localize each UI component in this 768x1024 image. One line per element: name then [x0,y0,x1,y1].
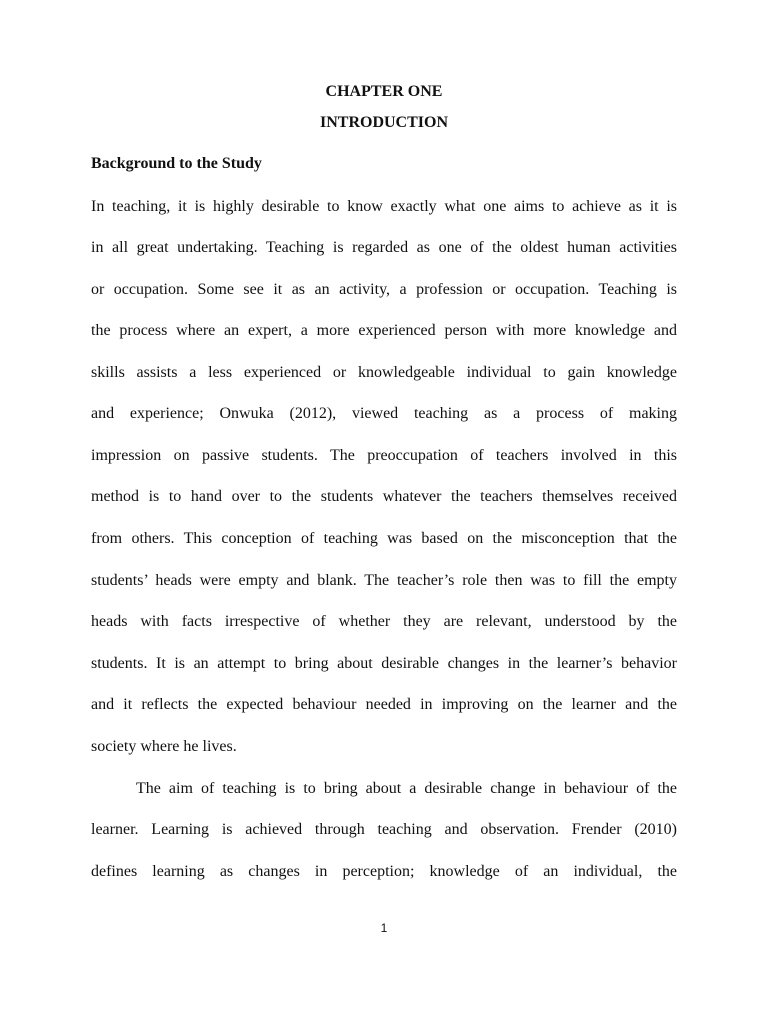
paragraph-line: learner. Learning is achieved through teaching and observation. Frender (2010) [91,821,677,838]
paragraph-line: impression on passive students. The preoccupation of teachers involved in this [91,447,677,464]
paragraph-line: in all great undertaking. Teaching is regarded as one of the oldest human activities [91,239,677,256]
paragraph-line: and it reflects the expected behaviour needed in improving on the learner and the [91,696,677,713]
paragraph-line: students’ heads were empty and blank. The teacher’s role then was to fill the empty [91,572,677,589]
paragraph-line: and experience; Onwuka (2012), viewed teaching as a process of making [91,405,677,422]
chapter-title: CHAPTER ONE [325,83,443,100]
paragraph-line: method is to hand over to the students whatever the teachers themselves received [91,488,677,505]
paragraph-line: or occupation. Some see it as an activity, a profession or occupation. Teaching is [91,281,677,298]
paragraph-line: students. It is an attempt to bring about desirable changes in the learner’s behavior [91,655,677,672]
paragraph-line: the process where an expert, a more experienced person with more knowledge and [91,322,677,339]
paragraph-line: skills assists a less experienced or knowledgeable individual to gain knowledge [91,364,677,381]
paragraph-line: heads with facts irrespective of whether they are relevant, understood by the [91,613,677,630]
chapter-subtitle: INTRODUCTION [319,114,448,131]
paragraph-line: society where he lives. [91,738,237,755]
paragraph-line: defines learning as changes in perception; knowledge of an individual, the [91,863,677,880]
paragraph-line: The aim of teaching is to bring about a desirable change in behaviour of the [136,780,677,797]
paragraph-line: In teaching, it is highly desirable to know exactly what one aims to achieve as it is [91,198,677,215]
paragraph-line: from others. This conception of teaching was based on the misconception that the [91,530,677,547]
page-number: 1 [380,921,388,935]
section-heading: Background to the Study [91,155,262,172]
